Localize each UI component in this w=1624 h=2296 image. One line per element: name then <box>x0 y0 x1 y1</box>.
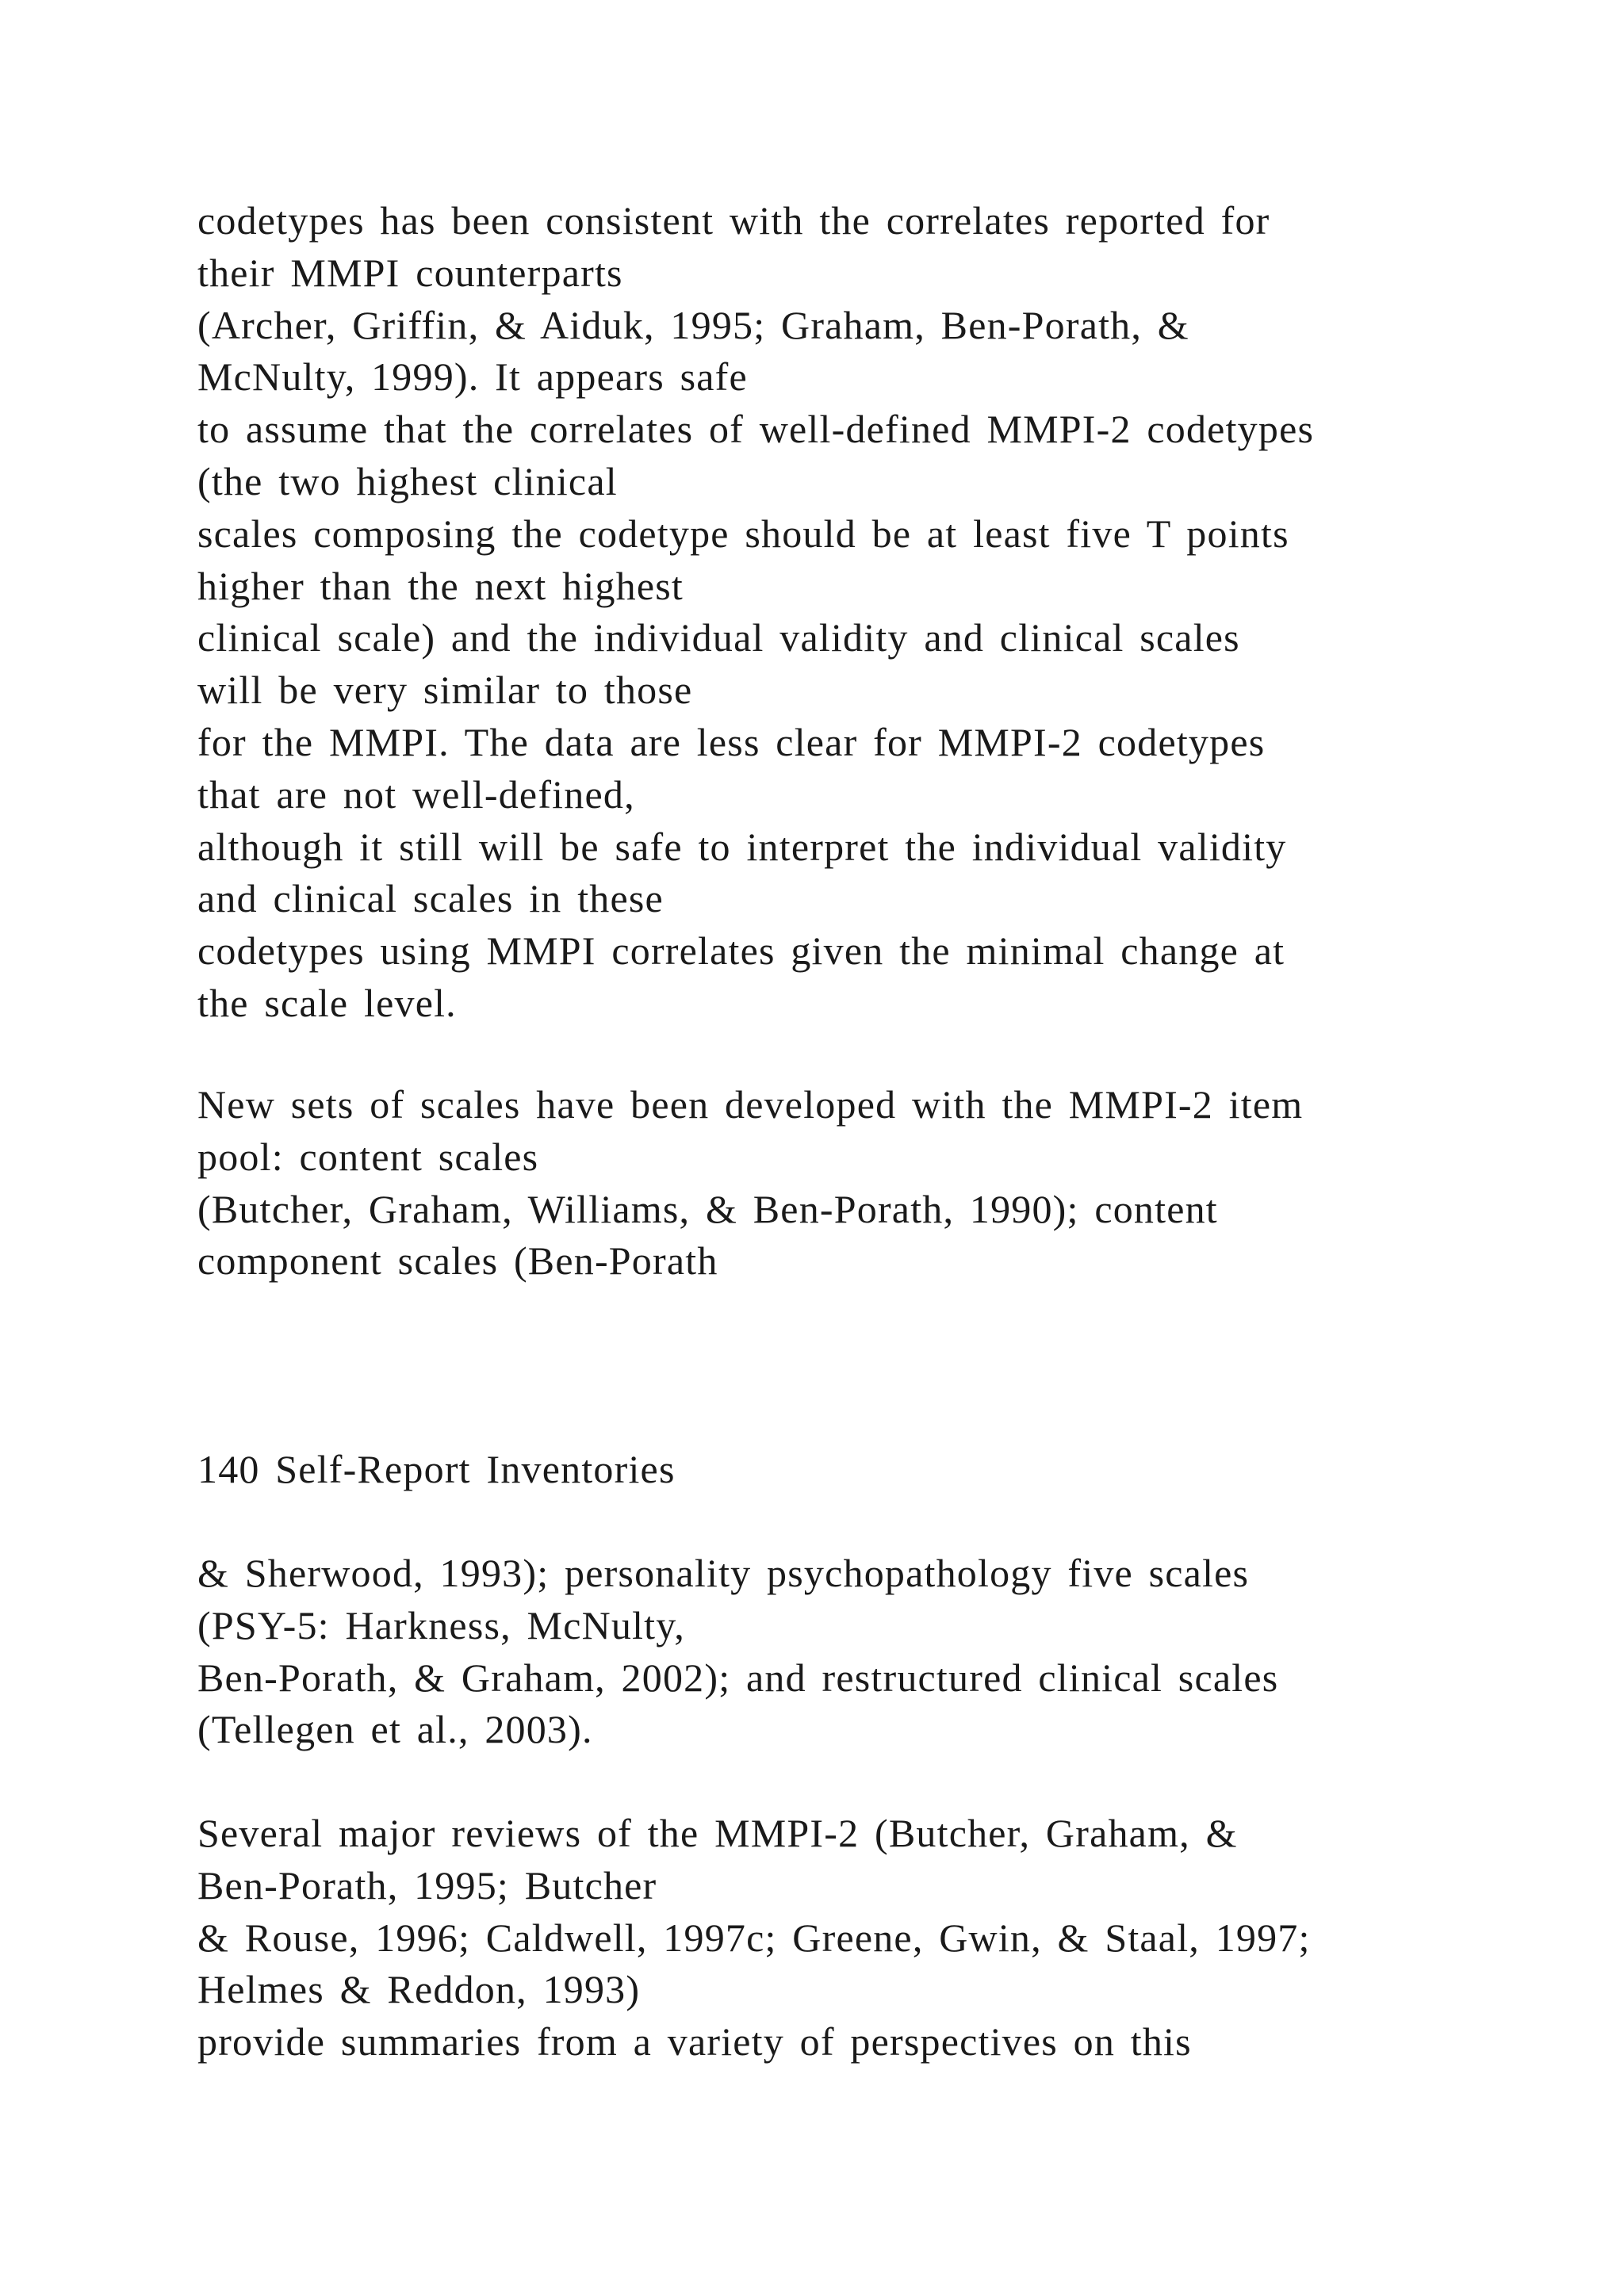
text-line: Several major reviews of the MMPI-2 (Butcher, Graham, & <box>197 1811 1238 1855</box>
text-line: although it still will be safe to interpret the individual validity <box>197 824 1287 869</box>
text-line: the scale level. <box>197 980 457 1025</box>
text-line: Ben-Porath, & Graham, 2002); and restructured clinical scales <box>197 1655 1279 1700</box>
text-line: Ben-Porath, 1995; Butcher <box>197 1862 657 1908</box>
text-line: will be very similar to those <box>197 668 693 713</box>
text-line: higher than the next highest <box>197 563 684 608</box>
running-header-text: 140 Self-Report Inventories <box>197 1447 676 1491</box>
text-line: Helmes & Reddon, 1993) <box>197 1967 641 2012</box>
paragraph-scales-continued <box>197 1548 1593 1756</box>
text-line: for the MMPI. The data are less clear for MMPI-2 codetypes <box>197 719 1266 764</box>
text-line: & Sherwood, 1993); personality psychopathology five scales <box>197 1551 1250 1595</box>
text-line: (Archer, Griffin, & Aiduk, 1995; Graham, Ben-Porath, & <box>197 302 1189 347</box>
text-line: New sets of scales have been developed with the MMPI-2 item <box>197 1082 1304 1127</box>
running-header <box>197 1444 1593 1496</box>
text-line: scales composing the codetype should be at least five T points <box>197 511 1289 556</box>
text-line: that are not well-defined, <box>197 771 635 817</box>
text-line: codetypes using MMPI correlates given the minimal change at <box>197 928 1285 974</box>
text-line: (Tellegen et al., 2003). <box>197 1707 593 1752</box>
text-line: and clinical scales in these <box>197 876 664 921</box>
paragraph-new-scales <box>197 1079 1593 1288</box>
text-line: component scales (Ben-Porath <box>197 1238 718 1284</box>
text-line: (Butcher, Graham, Williams, & Ben-Porath, 1990); content <box>197 1186 1218 1231</box>
paragraph-major-reviews <box>197 1808 1593 2068</box>
text-line: (the two highest clinical <box>197 458 618 503</box>
text-line: to assume that the correlates of well-defined MMPI-2 codetypes <box>197 407 1315 452</box>
text-line: McNulty, 1999). It appears safe <box>197 354 748 400</box>
text-line: codetypes has been consistent with the correlates reported for <box>197 198 1270 243</box>
text-line: & Rouse, 1996; Caldwell, 1997c; Greene, Gwin, & Staal, 1997; <box>197 1915 1311 1960</box>
paragraph-codetypes-correlates <box>197 195 1593 1030</box>
text-line: pool: content scales <box>197 1134 539 1179</box>
text-line: their MMPI counterparts <box>197 250 623 295</box>
text-line: provide summaries from a variety of perspectives on this <box>197 2019 1192 2064</box>
text-line: clinical scale) and the individual validity and clinical scales <box>197 615 1240 660</box>
text-line: (PSY-5: Harkness, McNulty, <box>197 1602 685 1647</box>
